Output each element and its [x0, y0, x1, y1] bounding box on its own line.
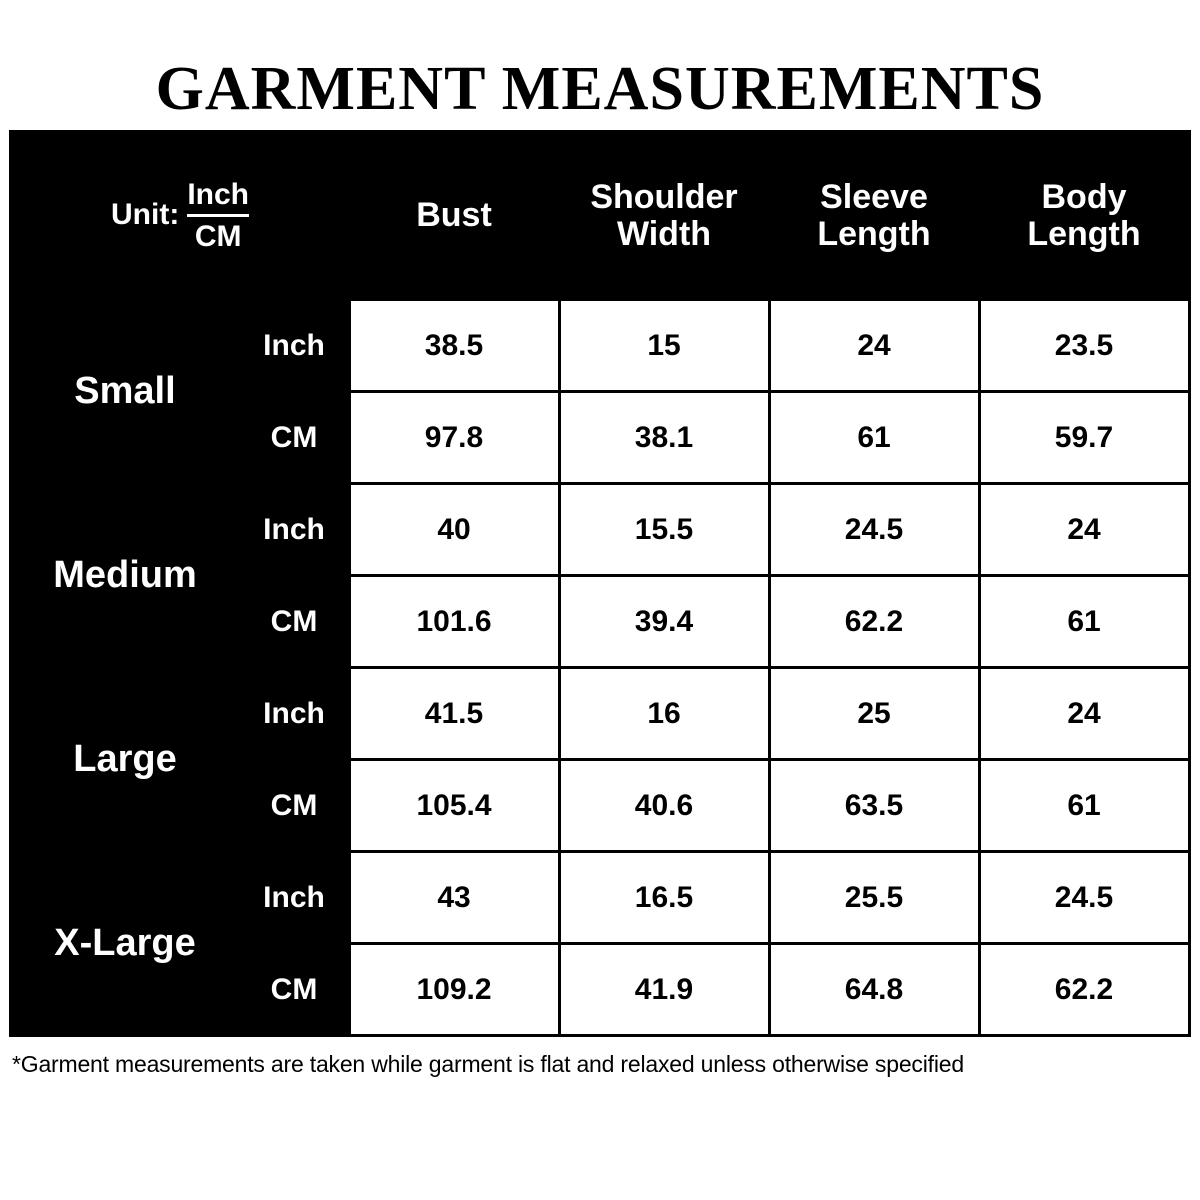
- unit-cell-inch: Inch: [239, 300, 349, 392]
- column-header-sleeve-length: [769, 132, 979, 300]
- column-header-bust: Bust: [349, 132, 559, 300]
- header-unit-cell: [11, 132, 349, 300]
- value-large-cm-bust: 105.4: [349, 760, 559, 852]
- unit-cell-cm: CM: [239, 944, 349, 1036]
- table-row: [11, 668, 1189, 760]
- value-small-cm-shoulder: 38.1: [559, 392, 769, 484]
- column-header-sleeve-length-line2: Length: [817, 214, 931, 253]
- value-xlarge-cm-sleeve: 64.8: [769, 944, 979, 1036]
- value-small-cm-bust: 97.8: [349, 392, 559, 484]
- column-header-body-length-line1: Body: [1041, 177, 1127, 216]
- unit-cell-cm: CM: [239, 392, 349, 484]
- value-large-inch-bust: 41.5: [349, 668, 559, 760]
- garment-measurements-table: [9, 130, 1190, 1037]
- value-xlarge-inch-bust: 43: [349, 852, 559, 944]
- unit-cell-inch: Inch: [239, 668, 349, 760]
- value-medium-cm-body: 61: [979, 576, 1189, 668]
- page-title: GARMENT MEASUREMENTS: [155, 55, 1045, 123]
- unit-fraction-denominator: CM: [187, 214, 249, 254]
- column-header-shoulder-width-line1: Shoulder: [590, 177, 738, 216]
- table-row: [11, 484, 1189, 576]
- value-xlarge-inch-sleeve: 25.5: [769, 852, 979, 944]
- value-xlarge-cm-shoulder: 41.9: [559, 944, 769, 1036]
- value-large-cm-shoulder: 40.6: [559, 760, 769, 852]
- value-medium-inch-sleeve: 24.5: [769, 484, 979, 576]
- table-row: [11, 300, 1189, 392]
- unit-label: Unit:: [111, 198, 180, 232]
- value-large-inch-shoulder: 16: [559, 668, 769, 760]
- value-medium-cm-bust: 101.6: [349, 576, 559, 668]
- value-large-inch-body: 24: [979, 668, 1189, 760]
- value-small-inch-shoulder: 15: [559, 300, 769, 392]
- column-header-sleeve-length-line1: Sleeve: [820, 177, 928, 216]
- column-header-body-length-line2: Length: [1027, 214, 1141, 253]
- unit-cell-inch: Inch: [239, 852, 349, 944]
- unit-cell-cm: CM: [239, 760, 349, 852]
- column-header-shoulder-width-line2: Width: [616, 214, 712, 253]
- value-xlarge-cm-bust: 109.2: [349, 944, 559, 1036]
- value-small-inch-sleeve: 24: [769, 300, 979, 392]
- value-xlarge-cm-body: 62.2: [979, 944, 1189, 1036]
- size-label-x-large: X-Large: [11, 852, 239, 1036]
- value-large-cm-sleeve: 63.5: [769, 760, 979, 852]
- value-medium-cm-sleeve: 62.2: [769, 576, 979, 668]
- value-xlarge-inch-body: 24.5: [979, 852, 1189, 944]
- size-label-medium: Medium: [11, 484, 239, 668]
- table-header: [11, 132, 1189, 300]
- value-large-inch-sleeve: 25: [769, 668, 979, 760]
- value-xlarge-inch-shoulder: 16.5: [559, 852, 769, 944]
- value-small-inch-bust: 38.5: [349, 300, 559, 392]
- value-small-cm-body: 59.7: [979, 392, 1189, 484]
- value-large-cm-body: 61: [979, 760, 1189, 852]
- value-medium-inch-bust: 40: [349, 484, 559, 576]
- value-medium-cm-shoulder: 39.4: [559, 576, 769, 668]
- value-medium-inch-body: 24: [979, 484, 1189, 576]
- column-header-shoulder-width: [559, 132, 769, 300]
- unit-cell-inch: Inch: [239, 484, 349, 576]
- unit-cell-cm: CM: [239, 576, 349, 668]
- value-small-inch-body: 23.5: [979, 300, 1189, 392]
- unit-fraction-numerator: Inch: [187, 177, 249, 211]
- header-row: [11, 132, 1189, 300]
- footnote: *Garment measurements are taken while garment is flat and relaxed unless otherwise specified: [12, 1051, 964, 1077]
- size-label-small: Small: [11, 300, 239, 484]
- value-medium-inch-shoulder: 15.5: [559, 484, 769, 576]
- table-body: [11, 300, 1189, 1036]
- value-small-cm-sleeve: 61: [769, 392, 979, 484]
- size-label-large: Large: [11, 668, 239, 852]
- table-row: [11, 852, 1189, 944]
- unit-fraction: [187, 177, 249, 255]
- column-header-body-length: [979, 132, 1189, 300]
